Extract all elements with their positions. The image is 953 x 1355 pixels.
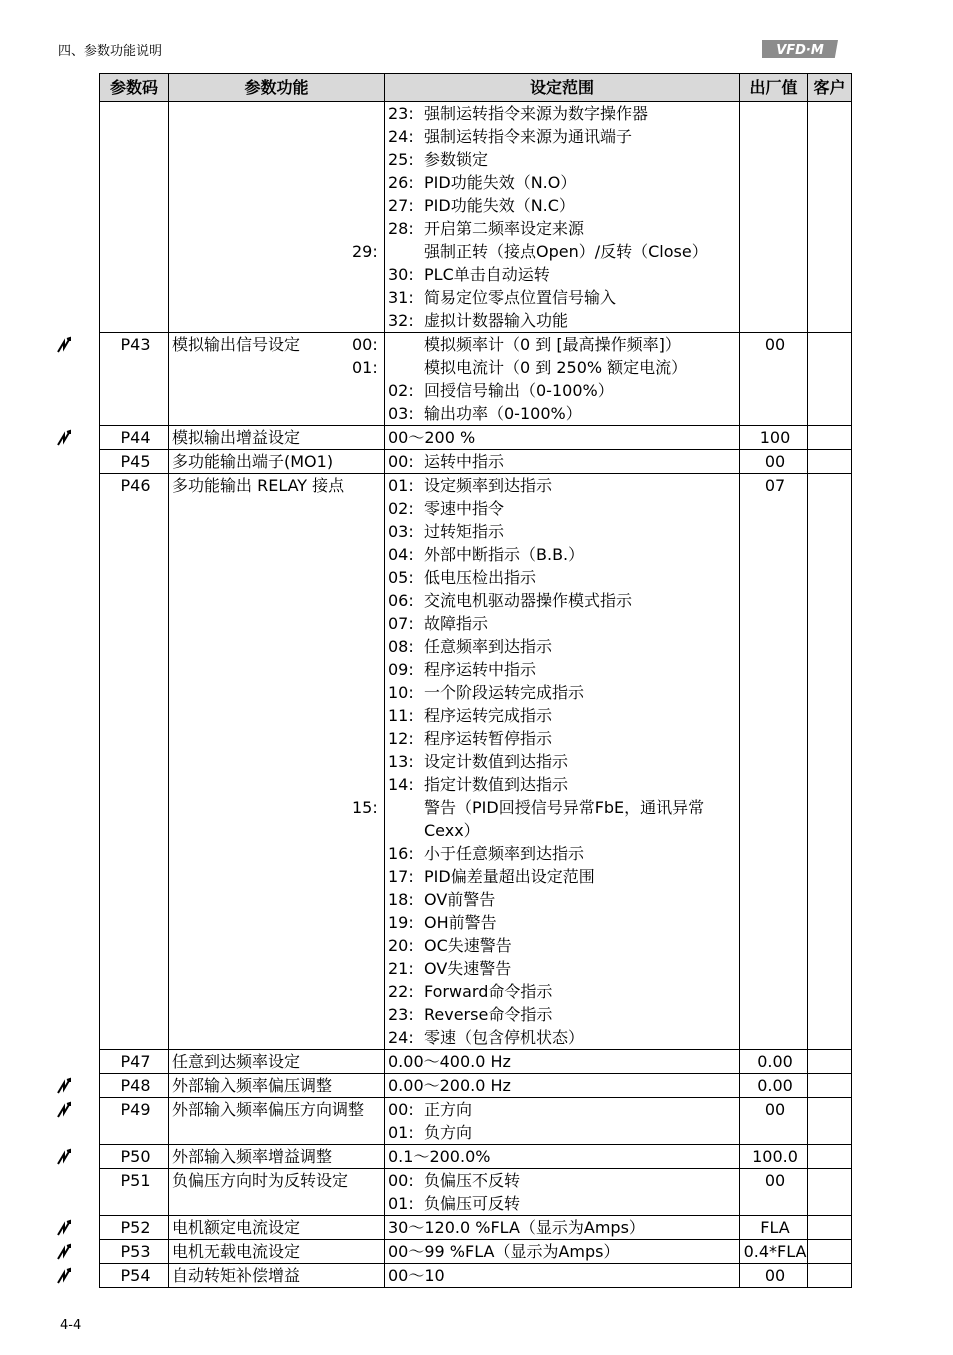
option-text: PID偏差量超出设定范围 (424, 867, 595, 886)
option-number: 12: (388, 729, 414, 748)
option-number: 00: (388, 452, 414, 471)
option-text: 回授信号输出（0-100%） (424, 381, 614, 400)
option-text: PLC单击自动运转 (424, 265, 550, 284)
param-code-cell (100, 450, 169, 474)
option-text: 0.00～200.0 Hz (388, 1076, 511, 1095)
option-number: 24: (388, 127, 414, 146)
option-number: 19: (388, 913, 414, 932)
table-row (100, 333, 852, 426)
param-default: 00 (740, 333, 808, 426)
table-row (100, 1098, 852, 1145)
range-option (388, 474, 739, 497)
range-option (388, 1169, 739, 1192)
option-text: 负方向 (424, 1123, 473, 1142)
range-option (388, 263, 739, 286)
parameter-table (99, 73, 852, 1288)
page-number: 4-4 (60, 1318, 82, 1333)
option-text: 任意频率到达指示 (424, 637, 553, 656)
range-option (388, 520, 739, 543)
range-option (388, 125, 739, 148)
param-function: 自动转矩补偿增益 (169, 1264, 385, 1288)
option-text: 设定计数值到达指示 (424, 752, 569, 771)
range-option (388, 842, 739, 865)
option-text: 过转矩指示 (424, 522, 505, 541)
param-range-cell (385, 1145, 740, 1169)
param-function: 外部输入频率增益调整 (169, 1145, 385, 1169)
option-number: 03: (388, 404, 414, 423)
param-code-cell (100, 1145, 169, 1169)
param-default: 00 (740, 450, 808, 474)
option-number: 18: (388, 890, 414, 909)
param-customer (808, 450, 852, 474)
option-text: OV前警告 (424, 890, 496, 909)
svg-text:VFD·M: VFD·M (776, 43, 824, 58)
option-text: 0.1～200.0% (388, 1147, 491, 1166)
param-code-cell (100, 1074, 169, 1098)
param-default: FLA (740, 1216, 808, 1240)
range-option (388, 497, 739, 520)
option-number: 30: (388, 265, 414, 284)
range-option (388, 194, 739, 217)
range-option (388, 681, 739, 704)
option-text: 指定计数值到达指示 (424, 775, 569, 794)
option-number: 03: (388, 522, 414, 541)
param-code-cell (100, 1240, 169, 1264)
option-text: 程序运转完成指示 (424, 706, 553, 725)
option-text: 低电压检出指示 (424, 568, 537, 587)
option-text: 设定频率到达指示 (424, 476, 553, 495)
param-code: P46 (120, 476, 151, 495)
option-number: 23: (388, 1005, 414, 1024)
table-row (100, 426, 852, 450)
param-function: 外部输入频率偏压方向调整 (169, 1098, 385, 1145)
option-text: 零速中指令 (424, 499, 505, 518)
option-number: 01: (388, 1194, 414, 1213)
param-customer (808, 1240, 852, 1264)
param-function: 多功能输出端子(MO1) (169, 450, 385, 474)
range-option (388, 309, 739, 332)
option-text: 一个阶段运转完成指示 (424, 683, 585, 702)
table-row (100, 1145, 852, 1169)
table-row (100, 1050, 852, 1074)
param-default: 0.00 (740, 1074, 808, 1098)
table-row (100, 1216, 852, 1240)
param-customer (808, 1216, 852, 1240)
option-text: OC失速警告 (424, 936, 512, 955)
editable-while-running-icon (56, 1148, 72, 1166)
param-function: 电机额定电流设定 (169, 1216, 385, 1240)
param-code: P48 (120, 1076, 151, 1095)
table-body (100, 102, 852, 1288)
param-default: 0.00 (740, 1050, 808, 1074)
param-range-cell (352, 333, 740, 426)
option-number: 29: (352, 242, 378, 261)
option-text: 程序运转中指示 (424, 660, 537, 679)
option-number: 01: (388, 1123, 414, 1142)
param-default: 100 (740, 426, 808, 450)
param-code: P47 (120, 1052, 151, 1071)
range-option (388, 934, 739, 957)
param-range-cell (385, 1050, 740, 1074)
option-text: 零速（包含停机状态） (424, 1028, 585, 1047)
param-customer (808, 1145, 852, 1169)
option-number: 20: (388, 936, 414, 955)
option-number: 13: (388, 752, 414, 771)
param-code-cell (100, 1264, 169, 1288)
range-option (388, 1050, 739, 1073)
option-text: 虚拟计数器输入功能 (424, 311, 569, 330)
range-option (388, 171, 739, 194)
column-header-function: 参数功能 (169, 74, 385, 102)
option-number: 26: (388, 173, 414, 192)
range-option (388, 1216, 739, 1239)
param-code: P50 (120, 1147, 151, 1166)
param-customer (808, 474, 852, 1050)
range-option (388, 1240, 739, 1263)
option-text: 交流电机驱动器操作模式指示 (424, 591, 633, 610)
param-range-cell (385, 1240, 740, 1264)
option-text: Forward命令指示 (424, 982, 553, 1001)
option-text: 程序运转暂停指示 (424, 729, 553, 748)
range-option (388, 1121, 739, 1144)
option-number: 23: (388, 104, 414, 123)
param-code-cell (100, 333, 169, 426)
option-text: PID功能失效（N.C） (424, 196, 575, 215)
param-code: P52 (120, 1218, 151, 1237)
option-number: 00: (388, 1171, 414, 1190)
range-option (388, 1098, 739, 1121)
option-number: 25: (388, 150, 414, 169)
range-option (388, 566, 739, 589)
editable-while-running-icon (56, 1243, 72, 1261)
section-title: 四、参数功能说明 (58, 44, 163, 59)
param-function: 模拟输出增益设定 (169, 426, 385, 450)
param-code: P53 (120, 1242, 151, 1261)
option-text: 00～99 %FLA（显示为Amps） (388, 1242, 620, 1261)
option-text: OH前警告 (424, 913, 497, 932)
param-default: 0.4*FLA (740, 1240, 808, 1264)
option-number: 08: (388, 637, 414, 656)
column-header-default: 出厂值 (740, 74, 808, 102)
range-option (388, 727, 739, 750)
option-number: 04: (388, 545, 414, 564)
range-option (388, 426, 739, 449)
option-number: 10: (388, 683, 414, 702)
option-number: 02: (388, 381, 414, 400)
option-text: 外部中断指示（B.B.） (424, 545, 585, 564)
option-number: 01: (388, 476, 414, 495)
option-text: 警告（PID回授信号异常FbE，通讯异常Cexx） (424, 798, 705, 840)
table-header-row (100, 74, 852, 102)
option-text: 小于任意频率到达指示 (424, 844, 585, 863)
param-range-cell (385, 1264, 740, 1288)
param-default: 100.0 (740, 1145, 808, 1169)
option-text: 00～10 (388, 1266, 445, 1285)
param-code-cell (100, 474, 169, 1050)
range-option (388, 658, 739, 681)
range-option (388, 1074, 739, 1097)
param-code: P44 (120, 428, 151, 447)
param-range-cell (352, 474, 740, 1050)
option-number: 01: (352, 358, 378, 377)
param-customer (808, 1074, 852, 1098)
param-range-cell (385, 1074, 740, 1098)
param-code-cell (100, 1050, 169, 1074)
option-number: 15: (352, 798, 378, 817)
param-customer (808, 102, 852, 333)
param-function: 模拟输出信号设定 (169, 333, 385, 426)
editable-while-running-icon (56, 1077, 72, 1095)
param-function: 多功能输出 RELAY 接点 (169, 474, 385, 1050)
param-code-cell (100, 1098, 169, 1145)
param-code: P45 (120, 452, 151, 471)
range-option (388, 589, 739, 612)
option-number: 00: (388, 1100, 414, 1119)
option-text: 输出功率（0-100%） (424, 404, 582, 423)
range-option (352, 240, 739, 263)
option-number: 11: (388, 706, 414, 725)
range-option (388, 450, 739, 473)
option-text: 正方向 (424, 1100, 473, 1119)
option-text: PID功能失效（N.O） (424, 173, 577, 192)
param-range-cell (385, 426, 740, 450)
option-number: 24: (388, 1028, 414, 1047)
param-code: P49 (120, 1100, 151, 1119)
range-option (388, 286, 739, 309)
option-text: 0.00～400.0 Hz (388, 1052, 511, 1071)
range-option (388, 148, 739, 171)
option-number: 09: (388, 660, 414, 679)
vfd-m-logo (762, 40, 838, 58)
option-text: 强制运转指令来源为通讯端子 (424, 127, 633, 146)
param-code-cell (100, 1169, 169, 1216)
option-number: 14: (388, 775, 414, 794)
option-text: 模拟频率计（0 到 [最高操作频率]） (424, 335, 681, 354)
param-function: 外部输入频率偏压调整 (169, 1074, 385, 1098)
option-number: 16: (388, 844, 414, 863)
range-option (388, 865, 739, 888)
option-text: 开启第二频率设定来源 (424, 219, 585, 238)
option-number: 31: (388, 288, 414, 307)
option-number: 07: (388, 614, 414, 633)
param-function: 负偏压方向时为反转设定 (169, 1169, 385, 1216)
param-customer (808, 1050, 852, 1074)
option-number: 32: (388, 311, 414, 330)
editable-while-running-icon (56, 1267, 72, 1285)
option-text: 强制正转（接点Open）/反转（Close） (424, 242, 708, 261)
column-header-range: 设定范围 (385, 74, 740, 102)
range-option (388, 402, 739, 425)
param-default (740, 102, 808, 333)
table-row (100, 474, 852, 1050)
option-text: 强制运转指令来源为数字操作器 (424, 104, 649, 123)
option-text: 模拟电流计（0 到 250% 额定电流） (424, 358, 688, 377)
table-row (100, 1169, 852, 1216)
param-range-cell (352, 102, 740, 333)
param-function (169, 102, 385, 333)
range-option (388, 957, 739, 980)
range-option (388, 888, 739, 911)
column-header-code: 参数码 (100, 74, 169, 102)
range-option (352, 796, 739, 842)
option-number: 21: (388, 959, 414, 978)
param-code: P43 (120, 335, 151, 354)
table-row (100, 1264, 852, 1288)
range-option (388, 773, 739, 796)
param-customer (808, 333, 852, 426)
option-text: 负偏压可反转 (424, 1194, 521, 1213)
option-text: Reverse命令指示 (424, 1005, 553, 1024)
param-code: P51 (120, 1171, 151, 1190)
table-row (100, 102, 852, 333)
option-text: 简易定位零点位置信号输入 (424, 288, 617, 307)
column-header-customer: 客户 (808, 74, 852, 102)
option-number: 22: (388, 982, 414, 1001)
option-text: OV失速警告 (424, 959, 512, 978)
param-default: 00 (740, 1098, 808, 1145)
table-row (100, 1240, 852, 1264)
range-option (388, 1145, 739, 1168)
editable-while-running-icon (56, 1101, 72, 1119)
range-option (388, 980, 739, 1003)
param-code-cell (100, 1216, 169, 1240)
range-option (352, 333, 739, 356)
param-customer (808, 426, 852, 450)
table-row (100, 1074, 852, 1098)
range-option (388, 1003, 739, 1026)
range-option (388, 379, 739, 402)
option-number: 00: (352, 335, 378, 354)
param-default: 00 (740, 1169, 808, 1216)
option-number: 06: (388, 591, 414, 610)
editable-while-running-icon (56, 429, 72, 447)
param-customer (808, 1169, 852, 1216)
param-range-cell (385, 450, 740, 474)
range-option (388, 911, 739, 934)
range-option (388, 102, 739, 125)
param-customer (808, 1098, 852, 1145)
param-function: 任意到达频率设定 (169, 1050, 385, 1074)
param-code-cell (100, 102, 169, 333)
range-option (388, 612, 739, 635)
option-text: 00～200 % (388, 428, 476, 447)
option-number: 05: (388, 568, 414, 587)
option-number: 02: (388, 499, 414, 518)
option-text: 故障指示 (424, 614, 489, 633)
option-text: 运转中指示 (424, 452, 505, 471)
option-number: 27: (388, 196, 414, 215)
option-number: 17: (388, 867, 414, 886)
range-option (388, 635, 739, 658)
param-function: 电机无载电流设定 (169, 1240, 385, 1264)
param-range-cell (385, 1216, 740, 1240)
param-range-cell (385, 1098, 740, 1145)
param-default: 00 (740, 1264, 808, 1288)
param-code: P54 (120, 1266, 151, 1285)
param-default: 07 (740, 474, 808, 1050)
param-range-cell (385, 1169, 740, 1216)
table-row (100, 450, 852, 474)
option-text: 负偏压不反转 (424, 1171, 521, 1190)
editable-while-running-icon (56, 1219, 72, 1237)
range-option (388, 1026, 739, 1049)
range-option (352, 356, 739, 379)
range-option (388, 1192, 739, 1215)
range-option (388, 750, 739, 773)
range-option (388, 217, 739, 240)
option-number: 28: (388, 219, 414, 238)
editable-while-running-icon (56, 336, 72, 354)
range-option (388, 543, 739, 566)
param-customer (808, 1264, 852, 1288)
option-text: 参数锁定 (424, 150, 489, 169)
range-option (388, 1264, 739, 1287)
range-option (388, 704, 739, 727)
param-code-cell (100, 426, 169, 450)
option-text: 30～120.0 %FLA（显示为Amps） (388, 1218, 645, 1237)
